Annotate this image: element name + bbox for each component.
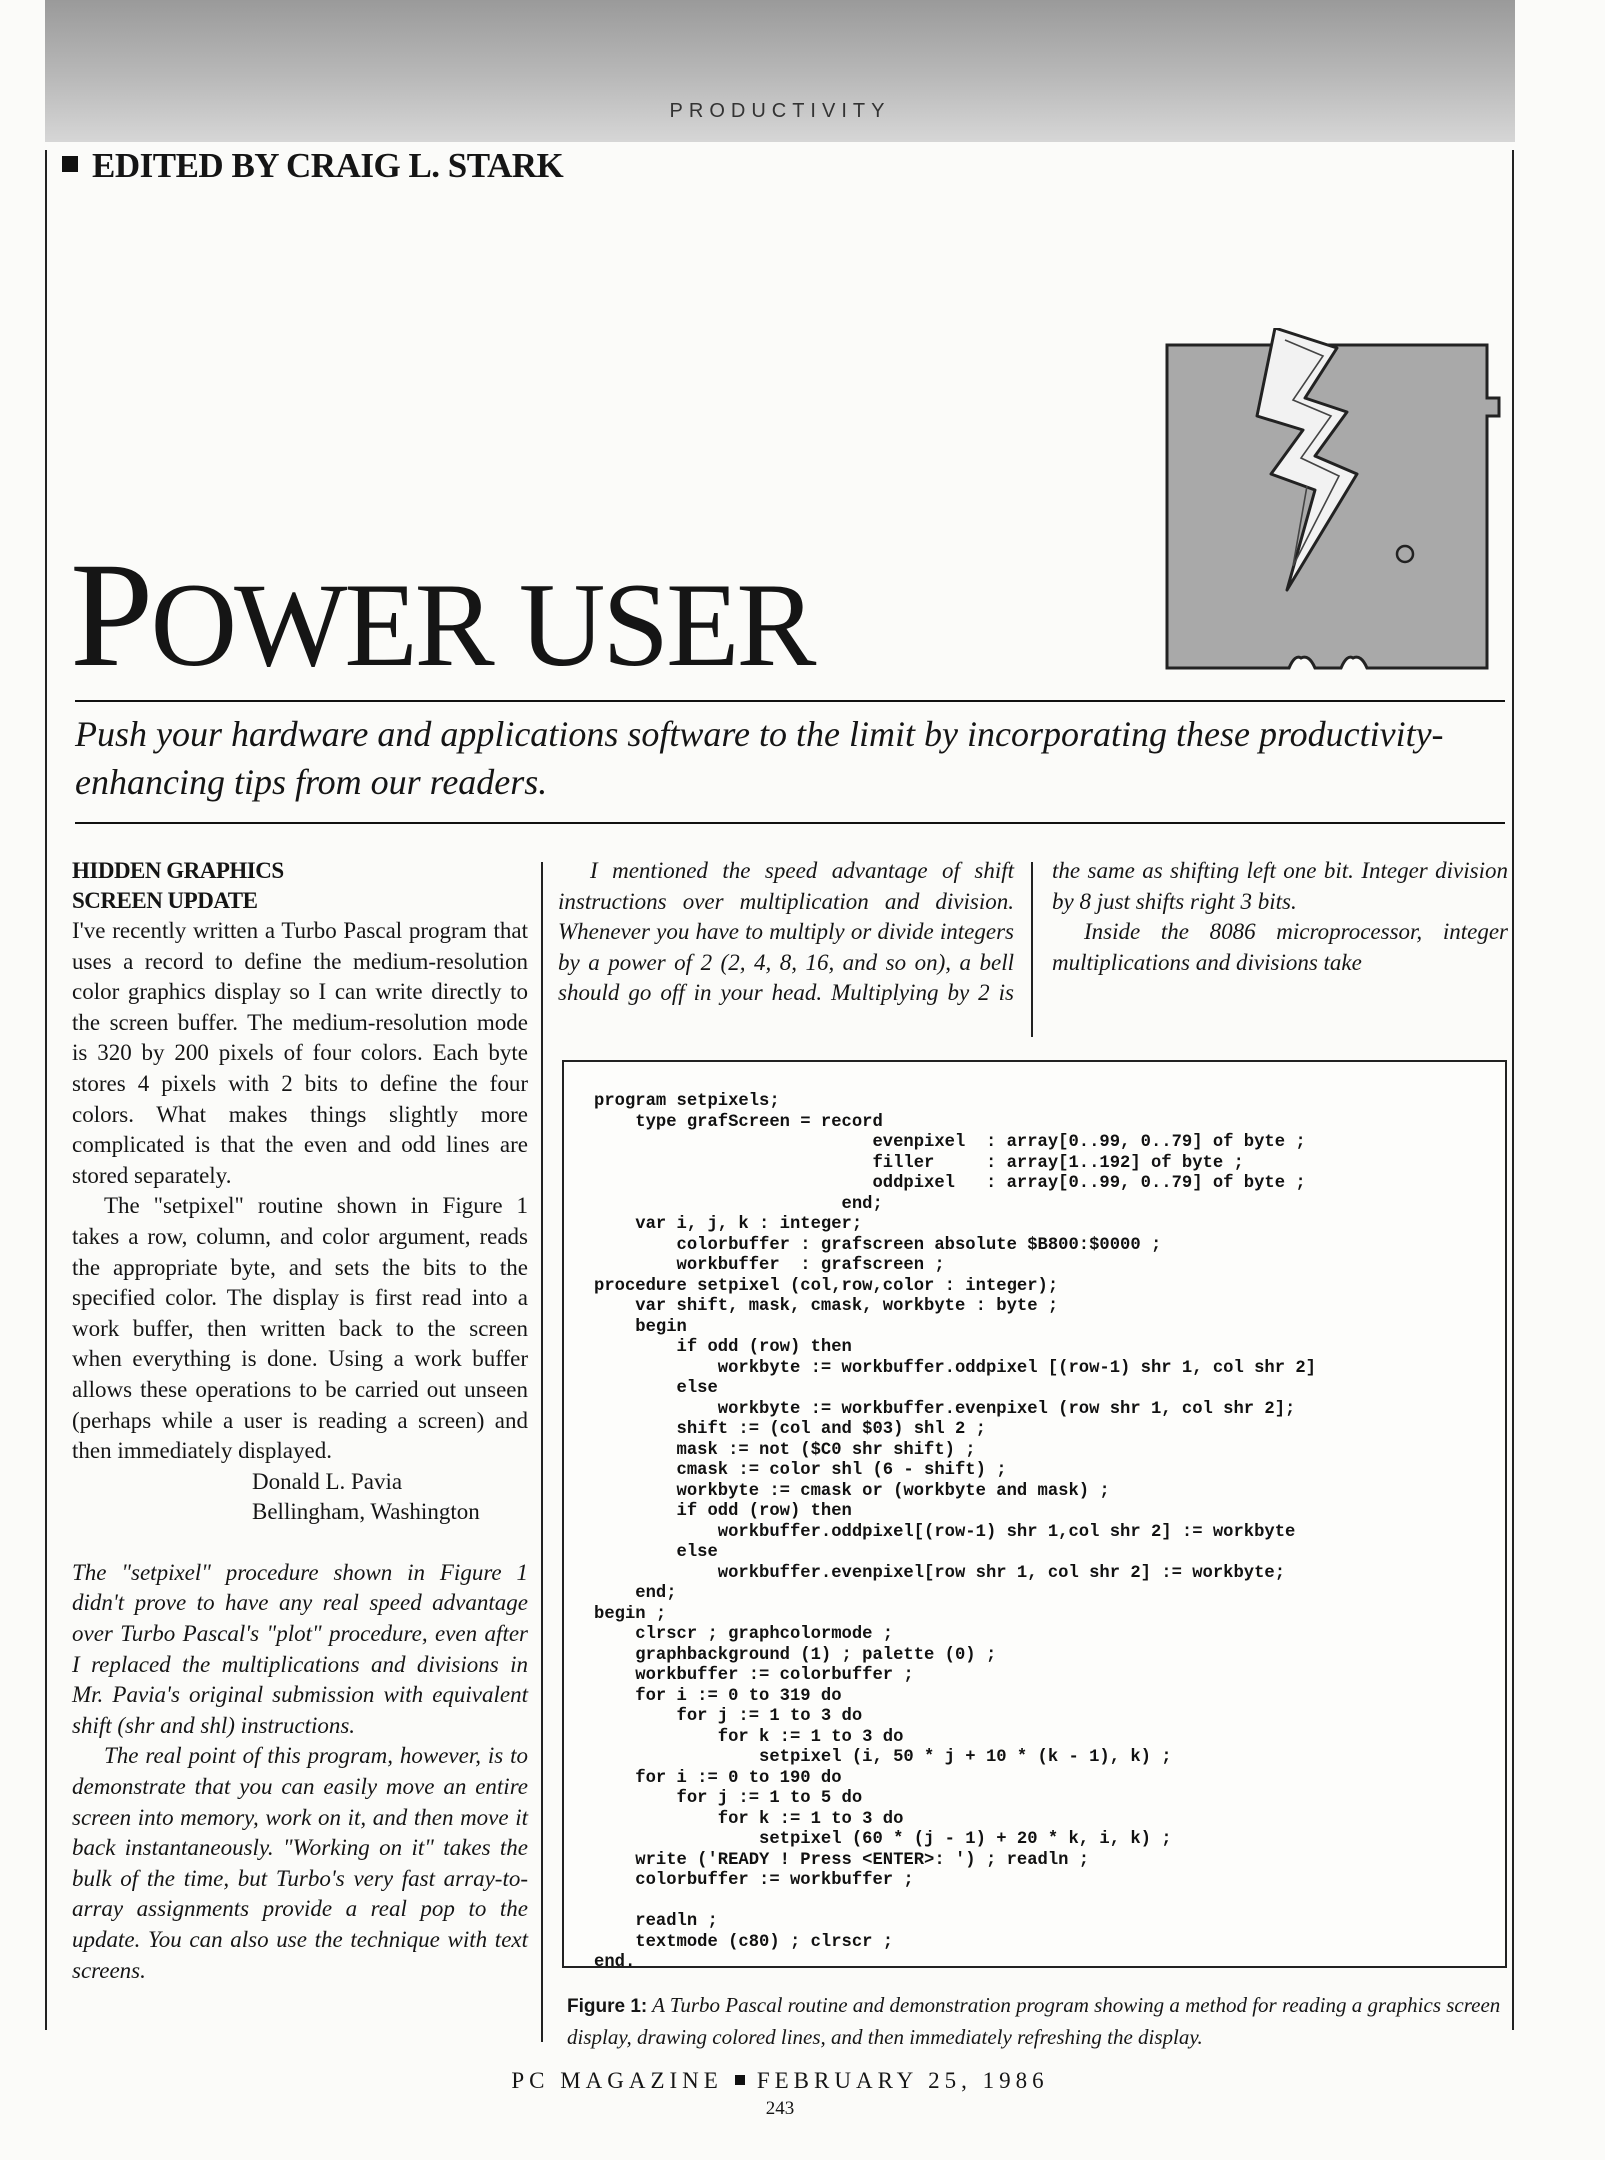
caption-label: Figure 1: [567, 1996, 648, 2017]
author-name: Donald L. Pavia [252, 1468, 403, 1494]
paragraph-1: I've recently written a Turbo Pascal program that uses a record to define the medium-resolution color graphics display so I can write directly to the screen buffer. The medium-resolution mode is 320 by 200 pixels of four colors. Each byte stores 4 pixels with 2 bits to define the four colors. What makes things slightly more complicated is that the even and odd lines are stored separately. [72, 918, 528, 1188]
heading-line-1: HIDDEN GRAPHICS [72, 858, 284, 883]
editor-credit-text: EDITED BY CRAIG L. STARK [92, 146, 564, 185]
page-title [70, 532, 814, 698]
footer-line [45, 2068, 1515, 2094]
title-initial: P [70, 532, 151, 698]
author-signature [72, 1467, 528, 1528]
author-place: Bellingham, Washington [252, 1499, 480, 1525]
paragraph-2: The "setpixel" routine shown in Figure 1 takes a row, column, and color argument, reads the appropriate byte, and sets the bits to the specified color. The display is first read into a work buffer, then written back to the screen when everything is done. Using a work buffer allows these operations to be carried out unseen (perhaps while a user is reading a screen) and then immediately displayed. [72, 1193, 528, 1464]
editor-paragraph-4: Inside the 8086 microprocessor, integer multiplications and divisions take [1052, 919, 1508, 975]
editor-paragraph-2: The real point of this program, however, is to demonstrate that you can easily move an entire screen into memory, work on it, and then move it back instantaneously. "Working on it" takes the bulk of the time, but Turbo's very fast array-to-array assignments provide a real pop to the update. You can also use the technique with text screens. [72, 1743, 528, 1983]
heading-line-2: SCREEN UPDATE [72, 888, 258, 913]
page-number: 243 [765, 2098, 795, 2119]
column-divider-1 [541, 862, 543, 2042]
editor-credit [62, 146, 563, 186]
frame-left-rule [45, 150, 47, 2030]
deck-rule [75, 822, 1505, 824]
frame-right-rule [1512, 150, 1514, 2030]
figure-1-code-box [562, 1060, 1507, 1972]
editor-paragraph-3: I mentioned the speed advantage of shift instructions over multiplication and division. Whenever you have to multiply or divide integers by a power of 2 (2, 4, 8, 16, and so on), a bell should go off in your head. Multiplying by 2 is the same as shifting left one bit. Integer division by 8 just shifts right 3 bits. [558, 858, 1508, 1006]
bullet-square-icon [62, 156, 78, 172]
editor-paragraph-1: The "setpixel" procedure shown in Figure 1 didn't prove to have any real speed advantage over Turbo Pascal's "plot" procedure, even after I replaced the multiplications and divisions in Mr. Pavia's original submission with equivalent shift (shr and shl) instructions. [72, 1559, 528, 1738]
figure-caption [567, 1990, 1502, 2052]
caption-text: A Turbo Pascal routine and demonstration program showing a method for reading a graphics screen display, drawing colored lines, and then immediately refreshing the display. [567, 1993, 1501, 2049]
article-heading [72, 856, 528, 916]
footer-date: FEBRUARY 25, 1986 [756, 2068, 1049, 2093]
column-1 [72, 856, 528, 1986]
footer-bullet-icon [735, 2075, 745, 2085]
floppy-lightning-icon [1165, 328, 1510, 673]
section-label: PRODUCTIVITY [669, 100, 891, 122]
columns-2-3 [558, 856, 1508, 1036]
footer-magazine: PC MAGAZINE [511, 2068, 723, 2093]
title-rule [75, 700, 1505, 702]
deck-text: Push your hardware and applications software to the limit by incorporating these productivity-enhancing tips from our readers. [75, 714, 1444, 802]
title-rest: OWER USER [150, 558, 814, 691]
code-listing: program setpixels; type grafScreen = record evenpixel : array[0..99, 0..79] of byte ; filler : array[1..192] of byte ; oddpixel : array[0..99, 0..79] of byte ; end; var i, j, k : integer; colorbuffer : grafscreen absolute $B800:$0000 ; workbuffer : grafscreen ; procedure setpixel (col,row,color : integer); var shift, mask, cmask, workbyte : byte ; begin if odd (row) then workbyte := workbuffer.oddpixel [(row-1) shr 1, col shr 2] else workbyte := workbuffer.evenpixel (row shr 1, col shr 2]; shift := (col and $03) shl 2 ; mask := not ($C0 shr shift) ; cmask := color shl (6 - shift) ; workbyte := cmask or (workbyte and mask) ; if odd (row) then workbuffer.oddpixel[(row-1) shr 1,col shr 2] := workbyte else workbuffer.evenpixel[row shr 1, col shr 2] := workbyte; end; begin ; clrscr ; graphcolormode ; graphbackground (1) ; palette (0) ; workbuffer := colorbuffer ; for i := 0 to 319 do for j := 1 to 3 do for k := 1 to 3 do setpixel (i, 50 * j + 10 * (k - 1), k) ; for i := 0 to 190 do for j := 1 to 5 do for k := 1 to 3 do setpixel (60 * (j - 1) + 20 * k, i, k) ; write ('READY ! Press <ENTER>: ') ; readln ; colorbuffer := workbuffer ; readln ; textmode (c80) ; clrscr ; end. [594, 1092, 1316, 1972]
